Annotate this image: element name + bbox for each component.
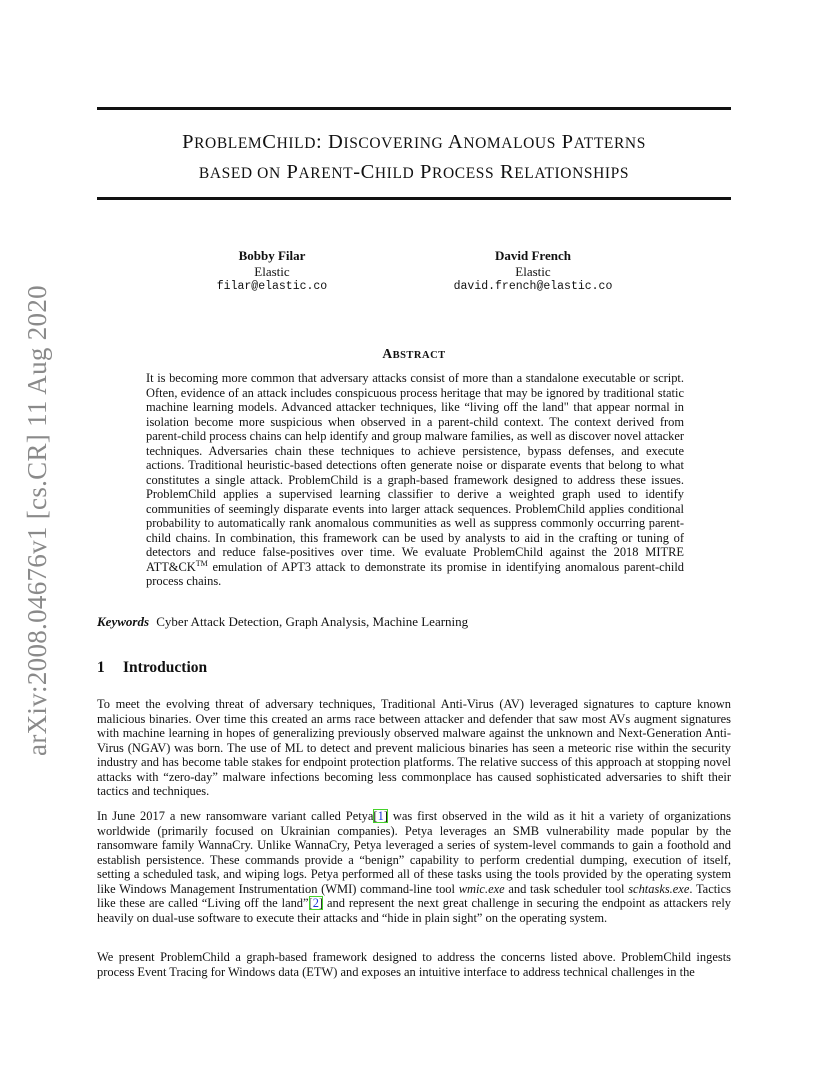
author-2	[413, 248, 653, 295]
author-1	[152, 248, 392, 295]
section-heading-introduction	[97, 659, 207, 677]
author-name: David French	[495, 248, 571, 263]
author-affiliation: Elastic	[515, 263, 551, 279]
intro-paragraph-2: In June 2017 a new ransomware variant called Petya[ 1 ] was first observed in the wild as it hit a variety of organizations worldwide (primarily focused on Ukrainian companies). Petya leverages an SMB vulnerability made popular by the ransomware family WannaCry. Unlike WannaCry, Petya leveraged a series of system-level commands to gain a foothold and establish persistence. These commands provide a “benign” capability to perform credential dumping, execution of itself, setting a scheduled task, and wiping logs. Petya performed all of these tasks using the tools provided by the operating system like Windows Management Instrumentation (WMI) command-line tool wmic.exe and task scheduler tool schtasks.exe. Tactics like these are called “Living off the land”[ 2 ] and represent the next great challenge in securing the endpoint as attackers rely heavily on dual-use software to execute their attacks and “hide in plain sight” on the operating system.	[97, 809, 731, 925]
author-affiliation: Elastic	[254, 263, 290, 279]
section-number: 1	[97, 659, 105, 676]
tool-name-schtasks: schtasks.exe	[628, 881, 690, 896]
trademark-superscript: TM	[195, 558, 208, 568]
paper-title	[97, 128, 731, 188]
keywords-label: Keywords	[97, 614, 149, 629]
citation-link-2[interactable]: [ 2 ]	[309, 896, 324, 910]
title-top-rule	[97, 107, 731, 110]
citation-link-1[interactable]: [ 1 ]	[373, 809, 388, 823]
keywords-text: Cyber Attack Detection, Graph Analysis, Machine Learning	[156, 614, 469, 629]
abstract-heading: ABSTRACT	[382, 346, 446, 361]
author-email: filar@elastic.co	[216, 280, 328, 293]
title-bottom-rule	[97, 197, 731, 200]
keywords-line	[97, 614, 731, 630]
title-line-2: BASED ON PARENT-CHILD PROCESS RELATIONSHIPS	[198, 161, 630, 183]
tool-name-wmic: wmic.exe	[458, 881, 505, 896]
arxiv-identifier: arXiv:2008.04676v1 [cs.CR] 11 Aug 2020	[21, 284, 52, 756]
intro-paragraph-3: We present ProblemChild a graph-based framework designed to address the concerns listed above. ProblemChild ingests process Event Tracing for Windows data (ETW) and exposes an intuitive interface to address technical challenges in the	[97, 950, 731, 979]
intro-paragraph-1: To meet the evolving threat of adversary techniques, Traditional Anti-Virus (AV) leveraged signatures to capture known malicious binaries. Over time this created an arms race between attacker and defender that saw most AVs augment signatures with machine learning in hopes of generalizing previously observed malware against the unknown and Next-Generation Anti-Virus (NGAV) was born. The use of ML to detect and prevent malicious binaries has seen a meteoric rise within the security industry and has become table stakes for endpoint protection platforms. The relative success of this approach at stopping novel attacks with “zero-day” malware infections becoming less commonplace has caused sophisticated adversaries to shift their tactics and techniques.	[97, 697, 731, 798]
author-email: david.french@elastic.co	[453, 280, 613, 293]
abstract-text: It is becoming more common that adversary attacks consist of more than a standalone executable or script. Often, evidence of an attack includes conspicuous process heritage that may be ignored by traditional static machine learning models. Advanced attacker techniques, like “living off the land" that appear normal in isolation become more suspicious when observed in a parent-child context. The context derived from parent-child process chains can help identify and group malware families, as well as discover novel attacker techniques. Adversaries chain these techniques to achieve persistence, bypass defenses, and execute actions. Traditional heuristic-based detections often generate noise or disparate events that belong to what constitutes a single attack. ProblemChild is a graph-based framework designed to address these issues. ProblemChild applies a supervised learning classifier to derive a weighted graph used to identify communities of seemingly disparate events into larger attack sequences. ProblemChild applies conditional probability to automatically rank anomalous communities as well as suppress commonly occurring parent-child chains. In combination, this framework can be used by analysts to aid in the crafting or tuning of detectors and reduce false-positives over time. We evaluate ProblemChild against the 2018 MITRE ATT&CK™ emulation of APT3 attack to demonstrate its promise in identifying anomalous parent-child process chains.	[146, 371, 684, 588]
arxiv-sidebar	[20, 280, 54, 760]
author-name: Bobby Filar	[238, 248, 306, 263]
title-line-1: PROBLEMCHILD: DISCOVERING ANOMALOUS PATTERNS	[182, 131, 646, 153]
section-title: Introduction	[123, 659, 208, 676]
